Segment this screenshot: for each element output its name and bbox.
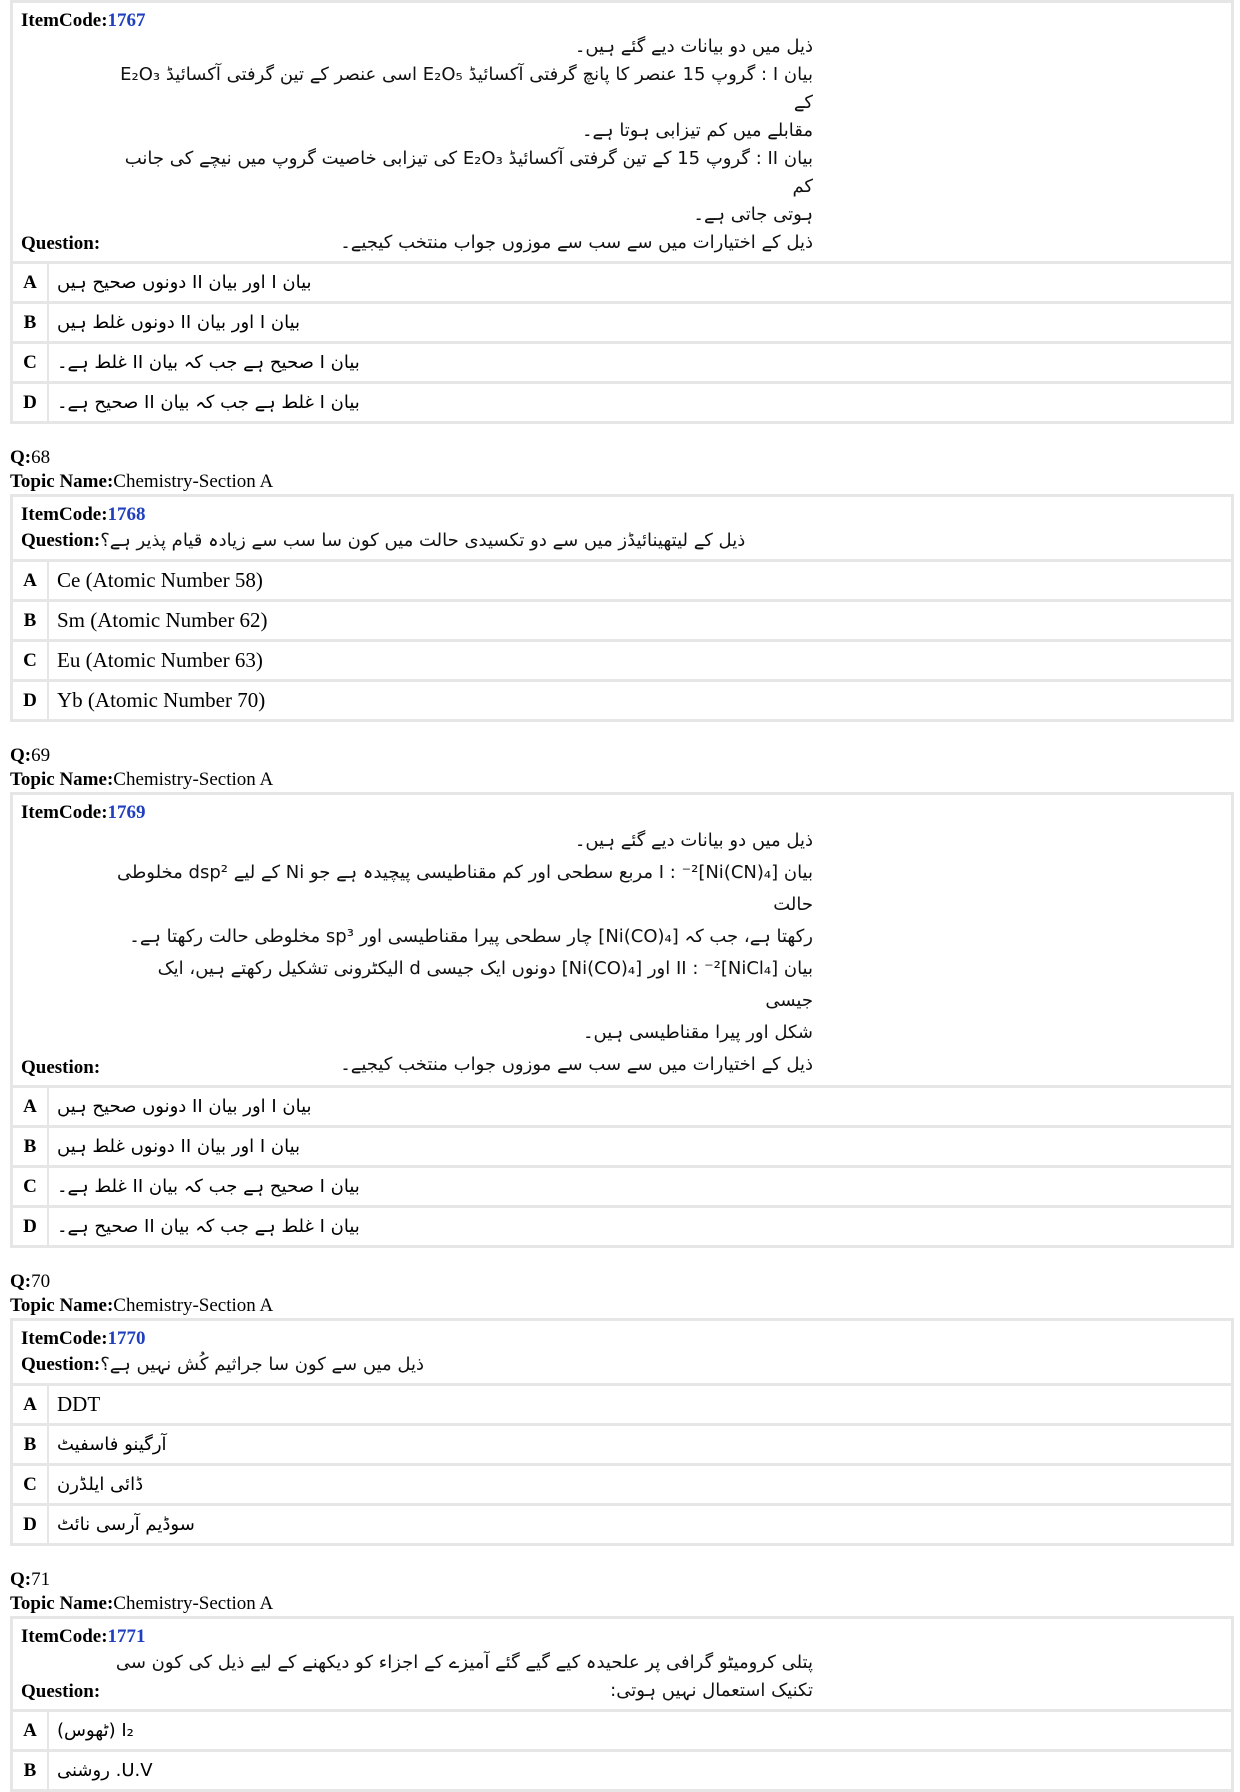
item-code: ItemCode:1770 — [21, 1328, 146, 1349]
topic-name: Topic Name:Chemistry-Section A — [10, 1593, 274, 1614]
item-code: ItemCode:1771 — [21, 1626, 146, 1647]
question-number: Q:70 — [10, 1271, 51, 1292]
option-d[interactable]: D بیان I غلط ہے جب کہ بیان II صحیح ہے۔ — [13, 381, 1231, 421]
option-d[interactable]: D بیان I غلط ہے جب کہ بیان II صحیح ہے۔ — [13, 1205, 1231, 1245]
question-number: Q:68 — [10, 447, 51, 468]
option-b[interactable]: B بیان I اور بیان II دونوں غلط ہیں — [13, 301, 1231, 341]
option-b[interactable]: B U.V. روشنی — [13, 1749, 1231, 1789]
question-label: Question: — [21, 1057, 101, 1078]
question-text: ذیل میں سے کون سا جراثیم کُش نہیں ہے؟ — [100, 1354, 425, 1375]
item-code: ItemCode:1768 — [21, 504, 146, 525]
option-a[interactable]: A بیان I اور بیان II دونوں صحیح ہیں — [13, 1085, 1231, 1125]
topic-name: Topic Name:Chemistry-Section A — [10, 471, 274, 492]
option-c[interactable]: C ڈائی ایلڈرن — [13, 1463, 1231, 1503]
option-c[interactable]: C بیان I صحیح ہے جب کہ بیان II غلط ہے۔ — [13, 1165, 1231, 1205]
question-card-1771 — [10, 1616, 1234, 1792]
option-a[interactable]: A DDT — [13, 1383, 1231, 1423]
question-number: Q:69 — [10, 745, 51, 766]
option-b[interactable]: B Sm (Atomic Number 62) — [13, 599, 1231, 639]
question-card-1770 — [10, 1318, 1234, 1546]
option-c[interactable]: C Eu (Atomic Number 63) — [13, 639, 1231, 679]
topic-name: Topic Name:Chemistry-Section A — [10, 1295, 274, 1316]
question-card-1769 — [10, 792, 1234, 1248]
question-label: Question: — [21, 233, 101, 254]
question-number: Q:71 — [10, 1569, 51, 1590]
question-card-1768 — [10, 494, 1234, 722]
option-a[interactable]: A Ce (Atomic Number 58) — [13, 559, 1231, 599]
option-a[interactable]: A I₂ (ٹھوس) — [13, 1709, 1231, 1749]
topic-name: Topic Name:Chemistry-Section A — [10, 769, 274, 790]
question-text: ذیل میں دو بیانات دیے گئے ہیں۔ بیان I : گروپ 15 عنصر کا پانچ گرفتی آکسائیڈ E₂O₅ اسی عنصر کے تین گرفتی آکسائیڈ E₂O₃ کے مقابلے میں کم تیزابی ہوتا ہے۔ بیان II : گروپ 15 کے تین گرفتی آکسائیڈ E₂O₃ کی تیزابی خاصیت گروپ میں نیچے کی جانب کم ہوتی جاتی ہے۔ ذیل کے اختیارات میں سے سب سے موزوں جواب منتخب کیجیے۔ — [120, 36, 813, 253]
question-card-1767 — [10, 0, 1234, 424]
option-b[interactable]: B بیان I اور بیان II دونوں غلط ہیں — [13, 1125, 1231, 1165]
question-text: پتلی کرومیٹو گرافی پر علحیدہ کیے گیے گئے آمیزے کے اجزاء کو دیکھنے کے لیے ذیل کی کون سی تکنیک استعمال نہیں ہوتی: — [115, 1652, 813, 1701]
question-text: ذیل کے لیتھینائیڈز میں سے دو تکسیدی حالت میں کون سا سب سے زیادہ قیام پذیر ہے؟ — [100, 530, 746, 551]
question-text: ذیل میں دو بیانات دیے گئے ہیں۔ بیان I : ⁻²[Ni(CN)₄] مربع سطحی اور کم مقناطیسی پیچیدہ ہے جو Ni کے لیے dsp² مخلوطی حالت رکھتا ہے، جب کہ [Ni(CO)₄] چار سطحی پیرا مقناطیسی اور sp³ مخلوطی حالت رکھتا ہے۔ بیان II : ⁻²[NiCl₄] اور [Ni(CO)₄] دونوں ایک جیسی d الیکٹرونی تشکیل رکھتے ہیں، ایک جیسی شکل اور پیرا مقناطیسی ہیں۔ ذیل کے اختیارات میں سے سب سے موزوں جواب منتخب کیجیے۔ — [116, 830, 813, 1075]
option-b[interactable]: B آرگینو فاسفیٹ — [13, 1423, 1231, 1463]
option-d[interactable]: D Yb (Atomic Number 70) — [13, 679, 1231, 719]
option-c[interactable]: C بیان I صحیح ہے جب کہ بیان II غلط ہے۔ — [13, 341, 1231, 381]
item-code: ItemCode:1767 — [21, 10, 146, 31]
question-label: Question: — [21, 1354, 101, 1375]
option-d[interactable]: D سوڈیم آرسی نائٹ — [13, 1503, 1231, 1543]
option-a[interactable]: A بیان I اور بیان II دونوں صحیح ہیں — [13, 261, 1231, 301]
question-label: Question: — [21, 530, 101, 551]
item-code: ItemCode:1769 — [21, 802, 146, 823]
question-label: Question: — [21, 1681, 101, 1702]
